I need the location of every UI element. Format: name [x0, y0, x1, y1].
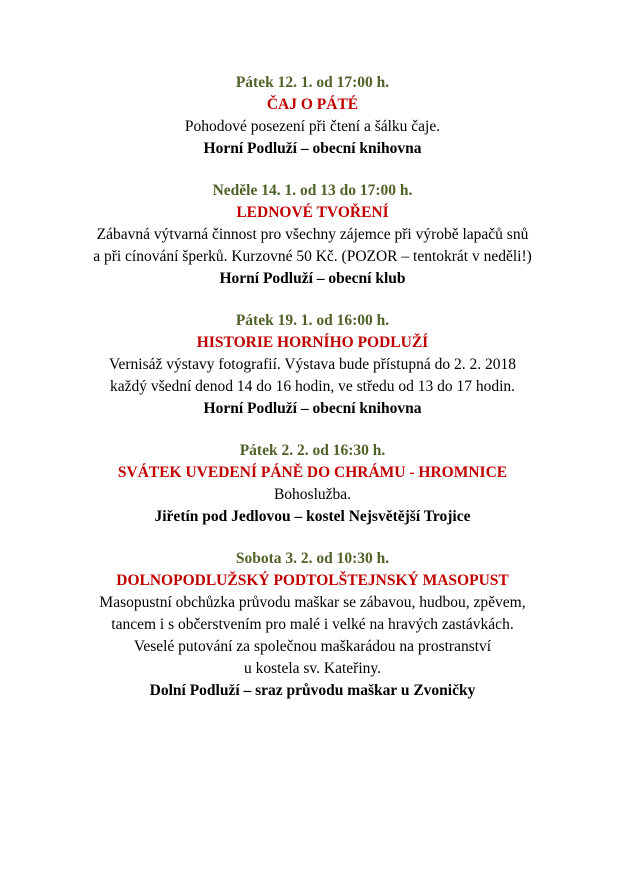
event-item [0, 180, 625, 290]
event-description-line: tancem i s občerstvením pro malé i velké na hravých zastávkách. [111, 616, 514, 633]
event-description-line: a při cínování šperků. Kurzovné 50 Kč. (POZOR – tentokrát v neděli!) [93, 248, 532, 265]
event-item [0, 548, 625, 702]
event-date: Pátek 19. 1. od 16:00 h. [235, 312, 390, 329]
event-title: LEDNOVÉ TVOŘENÍ [236, 204, 389, 221]
event-place: Horní Podluží – obecní knihovna [203, 140, 422, 157]
event-date: Neděle 14. 1. od 13 do 17:00 h. [212, 182, 413, 199]
event-list [0, 72, 625, 722]
event-place: Horní Podluží – obecní knihovna [203, 400, 422, 417]
event-description-line: Pohodové posezení při čtení a šálku čaje. [184, 118, 441, 135]
event-description-line: Zábavná výtvarná činnost pro všechny zájemce při výrobě lapačů snů [96, 226, 529, 243]
event-description-line: u kostela sv. Kateřiny. [243, 660, 382, 677]
event-item [0, 440, 625, 528]
event-date: Sobota 3. 2. od 10:30 h. [235, 550, 390, 567]
event-title: ČAJ O PÁTÉ [266, 96, 359, 113]
event-description-line: Masopustní obchůzka průvodu maškar se zábavou, hudbou, zpěvem, [99, 594, 526, 611]
event-title: HISTORIE HORNÍHO PODLUŽÍ [196, 334, 429, 351]
event-date: Pátek 2. 2. od 16:30 h. [239, 442, 386, 459]
event-description-line: každý všední denod 14 do 16 hodin, ve středu od 13 do 17 hodin. [109, 378, 516, 395]
event-description-line: Bohoslužba. [273, 486, 352, 503]
event-title: SVÁTEK UVEDENÍ PÁNĚ DO CHRÁMU - HROMNICE [117, 464, 508, 481]
event-description-line: Veselé putování za společnou maškarádou na prostranství [133, 638, 492, 655]
event-place: Horní Podluží – obecní klub [219, 270, 406, 287]
event-item [0, 72, 625, 160]
event-place: Dolní Podluží – sraz průvodu maškar u Zvoničky [149, 682, 476, 699]
event-title: DOLNOPODLUŽSKÝ PODTOLŠTEJNSKÝ MASOPUST [116, 572, 509, 589]
event-description-line: Vernisáž výstavy fotografií. Výstava bude přístupná do 2. 2. 2018 [109, 356, 516, 373]
event-date: Pátek 12. 1. od 17:00 h. [235, 74, 390, 91]
event-place: Jiřetín pod Jedlovou – kostel Nejsvětější Trojice [154, 508, 471, 525]
event-item [0, 310, 625, 420]
